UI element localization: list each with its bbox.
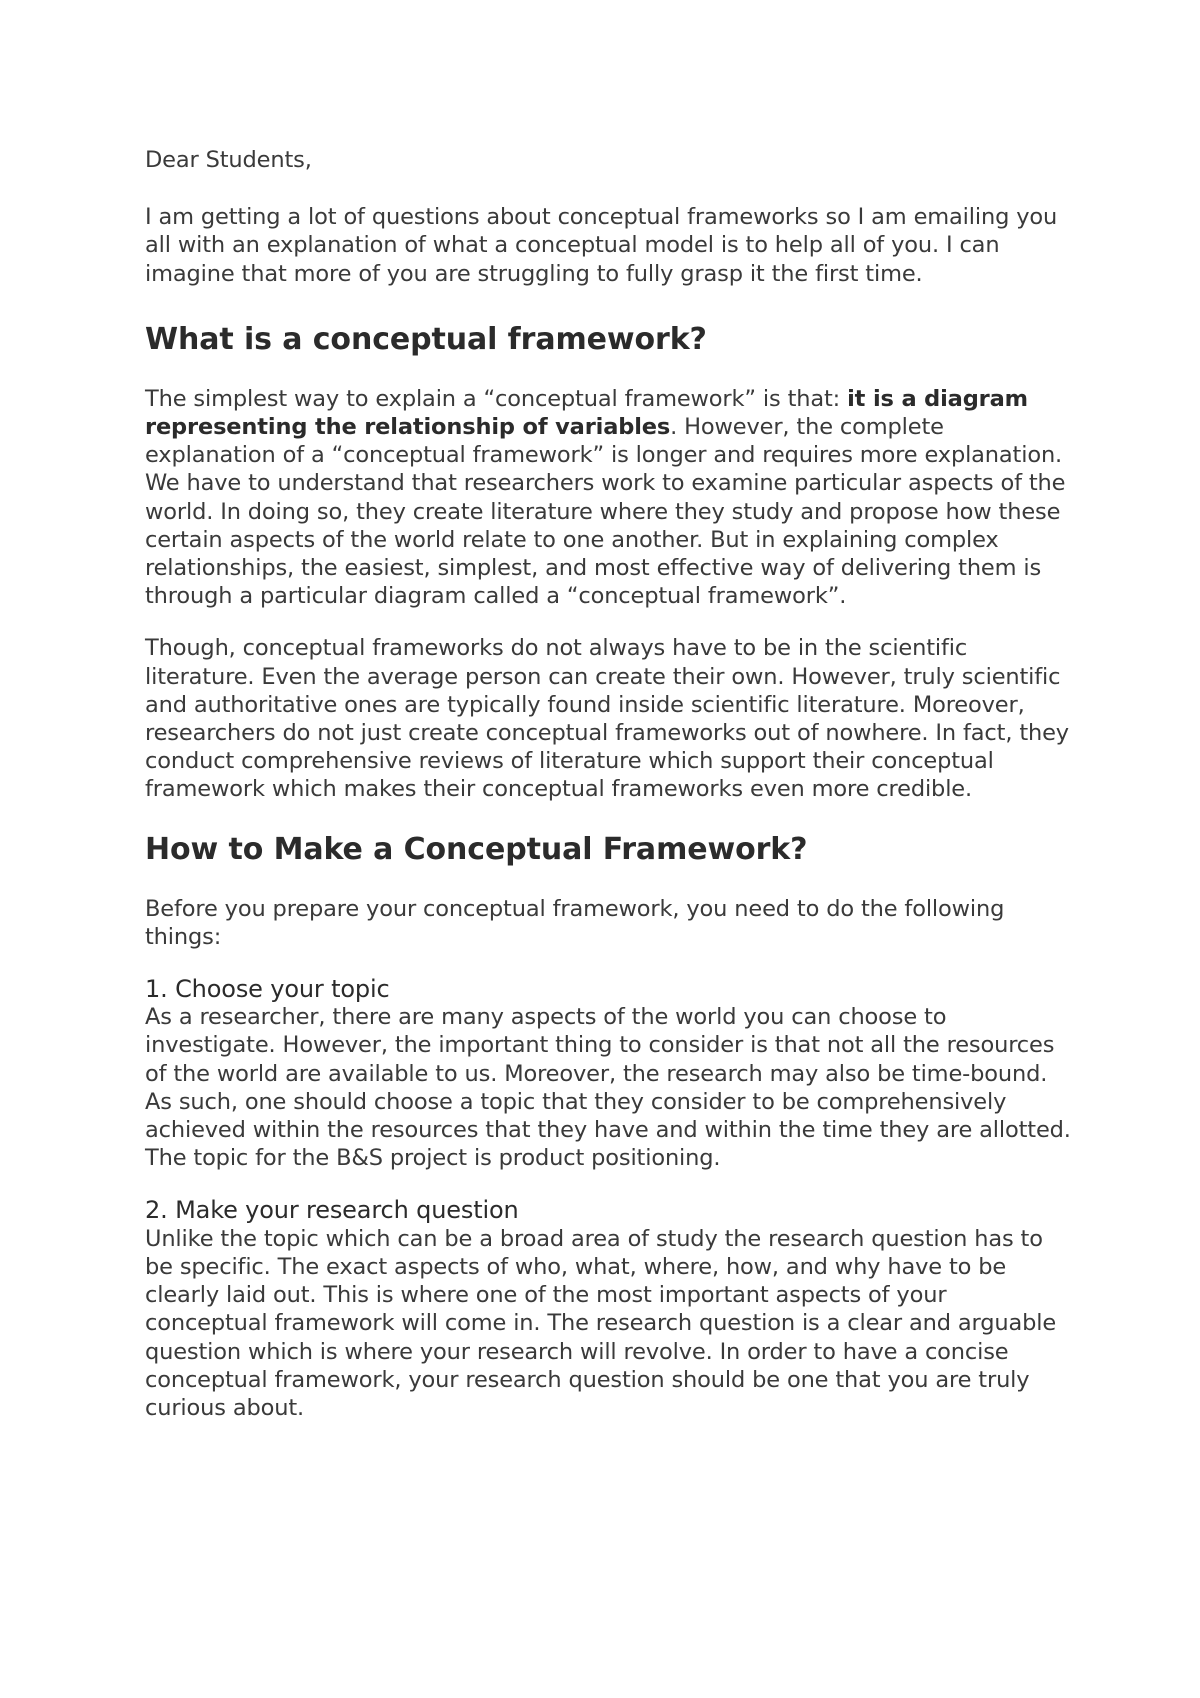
step-choose-topic [145, 975, 1075, 1172]
definition-lead: The simplest way to explain a “conceptual framework” is that: [145, 385, 848, 412]
step-body: As a researcher, there are many aspects of the world you can choose to investigate. However, the important thing to consider is that not all the resources of the world are available to us. Moreover, the research may also be time-bound. As such, one should choose a topic that they consider to be comprehensively achieved within the resources that they have and within the time they are allotted. The topic for the B&S project is product positioning. [145, 1004, 1071, 1172]
preparation-intro: Before you prepare your conceptual framework, you need to do the following things: [145, 895, 1005, 950]
step-research-question [145, 1196, 1075, 1422]
explanation-paragraph: We have to understand that researchers work to examine particular aspects of the world. In doing so, they create literature where they study and propose how these certain aspects of the world relate to one another. But in explaining complex relationships, the easiest, simplest, and most effective way of delivering them is through a particular diagram called a “conceptual framework”. [145, 470, 1066, 610]
document-body [145, 146, 1075, 1446]
step-title: 2. Make your research question [145, 1196, 519, 1225]
step-body: Unlike the topic which can be a broad area of study the research question has to be specific. The exact aspects of who, what, where, how, and why have to be clearly laid out. This is where one of the most important aspects of your conceptual framework will come in. The research question is a clear and arguable question which is where your research will revolve. In order to have a concise conceptual framework, your research question should be one that you are truly curious about. [145, 1225, 1057, 1421]
heading-how-to-make: How to Make a Conceptual Framework? [145, 831, 808, 867]
heading-what-is-conceptual-framework: What is a conceptual framework? [145, 321, 707, 357]
greeting: Dear Students, [145, 147, 312, 173]
literature-paragraph: Though, conceptual frameworks do not always have to be in the scientific literature. Even the average person can create their own. However, truly scientific and authoritative ones are typically found inside scientific literature. Moreover, researchers do not just create conceptual frameworks out of nowhere. In fact, they conduct comprehensive reviews of literature which support their conceptual framework which makes their conceptual frameworks even more credible. [145, 635, 1069, 803]
intro-paragraph: I am getting a lot of questions about conceptual frameworks so I am emailing you all with an explanation of what a conceptual model is to help all of you. I can imagine that more of you are struggling to fully grasp it the first time. [145, 204, 1058, 287]
step-title: 1. Choose your topic [145, 975, 390, 1004]
definition-tail: . However, the complete explanation of a “conceptual framework” is longer and requires more explanation. [145, 414, 1063, 469]
definition-paragraph [145, 385, 1075, 470]
definition-emphasis: it is a diagram representing the relationship of variables [145, 385, 1028, 441]
